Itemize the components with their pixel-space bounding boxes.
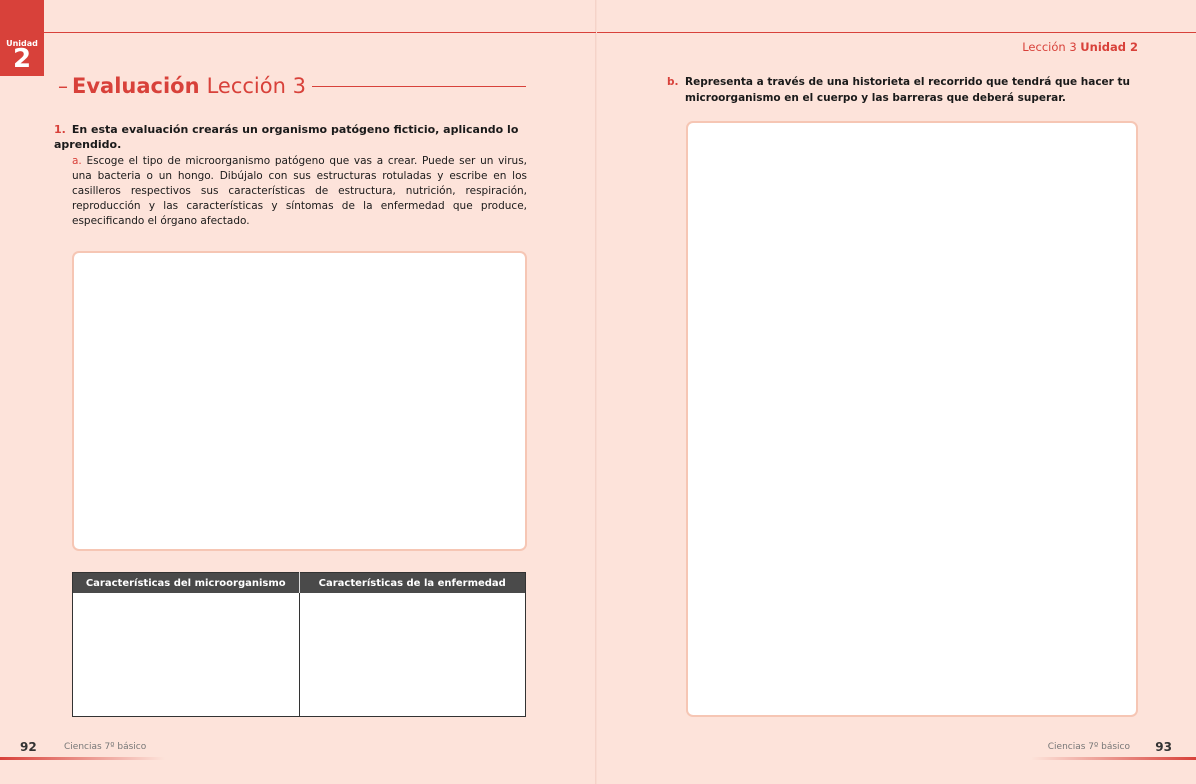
drawing-area[interactable] (72, 251, 527, 551)
question-1 (54, 122, 534, 152)
table-header-microorganism: Características del microorganismo (73, 573, 300, 594)
question-b (667, 74, 1147, 106)
disease-cell[interactable] (299, 593, 526, 717)
comic-area[interactable] (686, 121, 1138, 717)
footer-bar (0, 757, 165, 760)
page-number: 92 (20, 740, 37, 754)
table-header-disease: Características de la enfermedad (299, 573, 526, 594)
question-b-text: Representa a través de una historieta el recorrido que tendrá que hacer tu microorganismo en el cuerpo y las barreras que deberá superar. (685, 76, 1130, 104)
footer-bar (1031, 757, 1196, 760)
book-title: Ciencias 7º básico (1047, 742, 1130, 752)
top-rule (44, 32, 596, 33)
unit-tab (0, 0, 44, 76)
characteristics-table (72, 572, 526, 717)
page-number: 93 (1155, 740, 1172, 754)
top-rule (597, 32, 1196, 33)
question-a-letter: a. (72, 155, 82, 167)
unit-label: Unidad (6, 39, 38, 48)
question-1-text: En esta evaluación crearás un organismo patógeno ficticio, aplicando lo aprendido. (54, 123, 519, 151)
footer-right (896, 740, 1196, 760)
unit-number: 2 (12, 44, 32, 74)
question-a (72, 154, 527, 229)
microorganism-cell[interactable] (73, 593, 300, 717)
section-title (58, 72, 526, 100)
lesson-header (1022, 40, 1138, 54)
question-b-letter: b. (667, 76, 679, 88)
title-evaluation: Evaluación (72, 74, 200, 98)
lesson-header-lesson: Lección 3 (1022, 40, 1077, 54)
title-rule (312, 86, 526, 87)
book-title: Ciencias 7º básico (64, 742, 147, 752)
question-a-text: Escoge el tipo de microorganismo patógeno que vas a crear. Puede ser un virus, una bacteria o un hongo. Dibújalo con sus estructuras rotuladas y escribe en los casilleros respectivos sus características de estructura, nutrición, respiración, reproducción y las características y síntomas de la enfermedad que produce, especificando el órgano afectado. (72, 155, 527, 227)
title-lesson: Lección 3 (206, 74, 306, 98)
right-page (597, 0, 1196, 784)
question-1-number: 1. (54, 123, 66, 136)
title-dash: – (58, 74, 68, 98)
lesson-header-unit: Unidad 2 (1080, 40, 1138, 54)
footer-left (0, 740, 300, 760)
left-page (0, 0, 596, 784)
